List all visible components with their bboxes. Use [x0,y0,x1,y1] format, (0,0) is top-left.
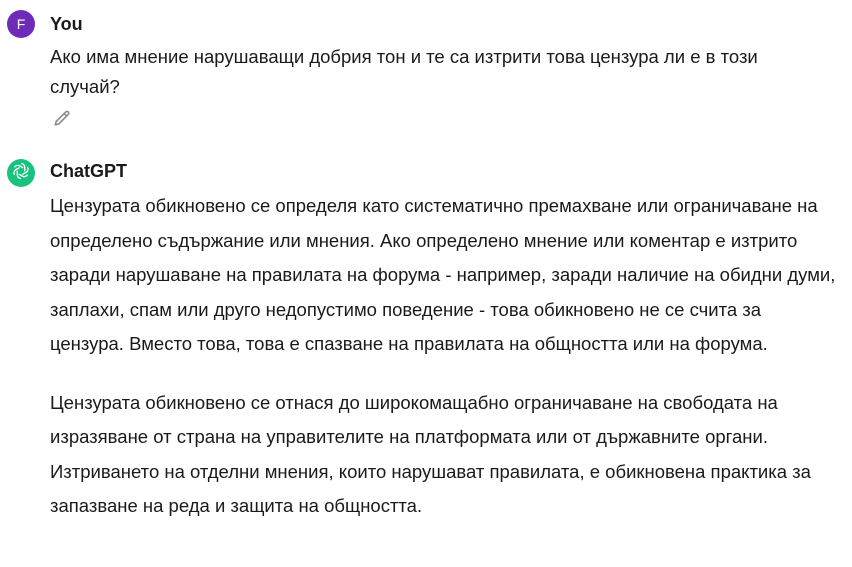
assistant-message [50,189,840,524]
assistant-avatar [7,159,35,187]
pencil-icon [52,109,72,134]
user-avatar [7,10,35,38]
edit-message-button[interactable] [50,109,74,133]
user-author-name: You [50,14,83,34]
assistant-paragraph: Цензурата обикновено се отнася до широкомащабно ограничаване на свободата на изразяване от страна на управителите на платформата или от държавните органи. Изтриването на отделни мнения, които нарушават правилата, е обикновена практика за запазване на реда и защита на общността. [50,391,811,516]
user-message-text: Ако има мнение нарушаващи добрия тон и те са изтрити това цензура ли е в този случай? [50,46,758,97]
user-avatar-initial: F [16,16,26,32]
assistant-paragraph: Цензурата обикновено се определя като систематично премахване или ограничаване на определено съдържание или мнения. Ако определено мнение или коментар е изтрито заради нарушаване на правилата на форума - например, заради наличие на обидни думи, заплахи, спам или друго недопустимо поведение - това обикновено не се счита за цензура. Вместо това, това е спазване на правилата на общността или на форума. [50,195,836,354]
assistant-author-name: ChatGPT [50,161,128,181]
openai-logo-icon [11,161,31,186]
